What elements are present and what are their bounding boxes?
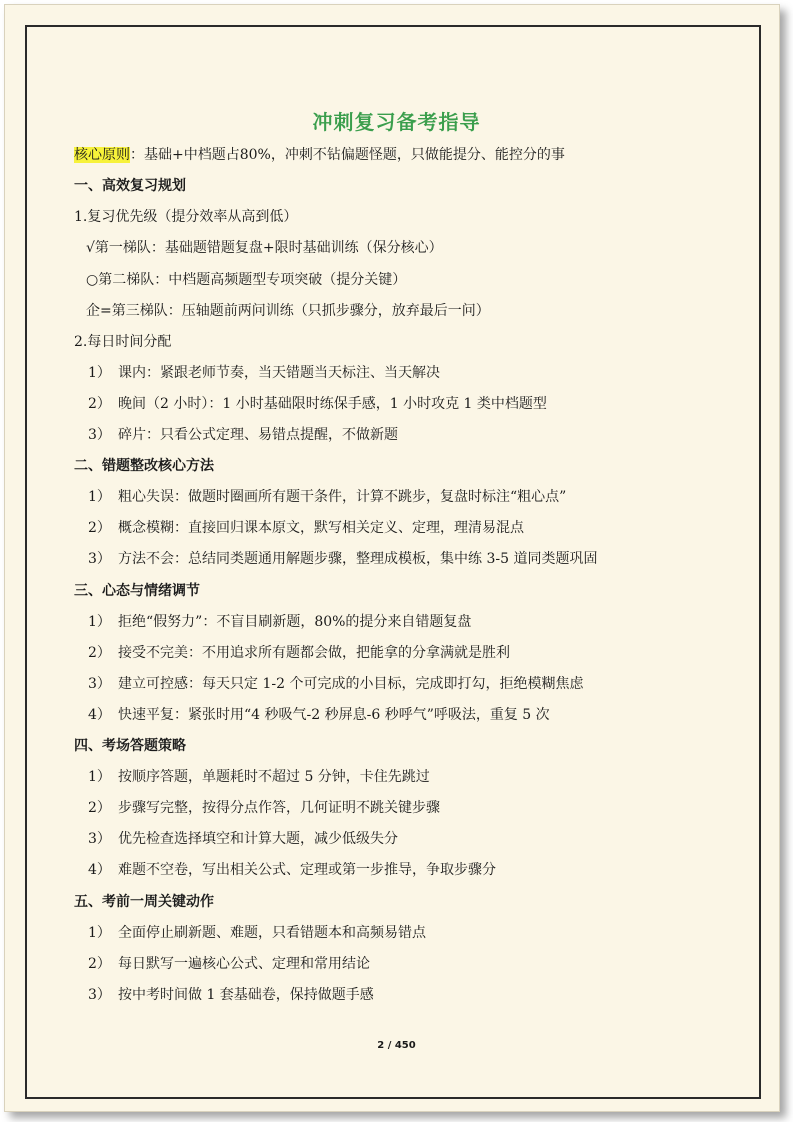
list-item-text: 接受不完美：不用追求所有题都会做，把能拿的分拿满就是胜利 xyxy=(118,645,510,661)
list-item-text: 方法不会：总结同类题通用解题步骤，整理成模板，集中练 3-5 道同类题巩固 xyxy=(118,551,598,567)
list-item xyxy=(88,799,648,817)
list-item xyxy=(88,613,648,631)
list-item xyxy=(88,924,648,942)
list-item-text: 每日默写一遍核心公式、定理和常用结论 xyxy=(118,956,370,972)
list-item-text: 难题不空卷，写出相关公式、定理或第一步推导，争取步骤分 xyxy=(118,862,496,878)
list-item-number: 4） xyxy=(88,707,111,723)
tier-2: ○第二梯队：中档题高频题型专项突破（提分关键） xyxy=(86,272,407,288)
list-item-number: 1） xyxy=(88,769,111,785)
list-item-text: 快速平复：紧张时用“4 秒吸气-2 秒屏息-6 秒呼气”呼吸法，重复 5 次 xyxy=(118,707,550,723)
list-item-text: 按顺序答题，单题耗时不超过 5 分钟，卡住先跳过 xyxy=(118,769,430,785)
list-item-text: 优先检查选择填空和计算大题，减少低级失分 xyxy=(118,831,398,847)
list-item-number: 3） xyxy=(88,551,111,567)
tier-3: 企=第三梯队：压轴题前两问训练（只抓步骤分，放弃最后一问） xyxy=(86,303,490,319)
list-item xyxy=(88,955,648,973)
list-item-number: 2） xyxy=(88,645,111,661)
list-item xyxy=(88,550,648,568)
section-heading-1: 一、高效复习规划 xyxy=(74,178,186,194)
list-item xyxy=(88,986,648,1004)
list-item-text: 晚间（2 小时）：1 小时基础限时练保手感，1 小时攻克 1 类中档题型 xyxy=(118,396,547,412)
list-item xyxy=(88,519,648,537)
list-item-text: 课内：紧跟老师节奏，当天错题当天标注、当天解决 xyxy=(118,365,440,381)
tier-1: √第一梯队：基础题错题复盘+限时基础训练（保分核心） xyxy=(86,240,443,256)
list-item xyxy=(88,675,648,693)
subheading-time: 2.每日时间分配 xyxy=(74,334,172,350)
list-item-text: 粗心失误：做题时圈画所有题干条件，计算不跳步，复盘时标注“粗心点” xyxy=(118,489,567,505)
list-item xyxy=(88,706,648,724)
list-item-number: 3） xyxy=(88,427,111,443)
section-heading-5: 五、考前一周关键动作 xyxy=(74,894,214,910)
core-principle-label: 核心原则 xyxy=(74,147,130,163)
list-item-number: 1） xyxy=(88,614,111,630)
page-number: 2 / 450 xyxy=(377,1040,416,1051)
list-item-text: 建立可控感：每天只定 1-2 个可完成的小目标，完成即打勾，拒绝模糊焦虑 xyxy=(118,676,584,692)
section-heading-2: 二、错题整改核心方法 xyxy=(74,458,214,474)
list-item-number: 3） xyxy=(88,831,111,847)
list-item-number: 2） xyxy=(88,520,111,536)
list-item-number: 3） xyxy=(88,676,111,692)
list-item-number: 2） xyxy=(88,396,111,412)
section-heading-3: 三、心态与情绪调节 xyxy=(74,583,200,599)
document-title: 冲刺复习备考指导 xyxy=(312,110,481,134)
core-principle xyxy=(74,146,565,164)
list-item-number: 1） xyxy=(88,365,111,381)
list-item xyxy=(88,426,648,444)
list-item-text: 拒绝“假努力”：不盲目刷新题，80%的提分来自错题复盘 xyxy=(118,614,472,630)
list-item-number: 4） xyxy=(88,862,111,878)
list-item xyxy=(88,830,648,848)
list-item-number: 3） xyxy=(88,987,111,1003)
core-principle-text: ：基础+中档题占80%，冲刺不钻偏题怪题，只做能提分、能控分的事 xyxy=(130,147,565,163)
list-item-text: 全面停止刷新题、难题，只看错题本和高频易错点 xyxy=(118,925,426,941)
list-item-text: 概念模糊：直接回归课本原文，默写相关定义、定理，理清易混点 xyxy=(118,520,524,536)
list-item-number: 2） xyxy=(88,800,111,816)
list-item-number: 2） xyxy=(88,956,111,972)
subheading-priority: 1.复习优先级（提分效率从高到低） xyxy=(74,209,298,225)
list-item xyxy=(88,861,648,879)
list-item-number: 1） xyxy=(88,925,111,941)
list-item xyxy=(88,644,648,662)
list-item xyxy=(88,768,648,786)
list-item-number: 1） xyxy=(88,489,111,505)
list-item xyxy=(88,364,648,382)
list-item-text: 碎片：只看公式定理、易错点提醒，不做新题 xyxy=(118,427,398,443)
list-item-text: 步骤写完整，按得分点作答，几何证明不跳关键步骤 xyxy=(118,800,440,816)
list-item xyxy=(88,488,648,506)
list-item xyxy=(88,395,648,413)
section-heading-4: 四、考场答题策略 xyxy=(74,738,186,754)
list-item-text: 按中考时间做 1 套基础卷，保持做题手感 xyxy=(118,987,374,1003)
